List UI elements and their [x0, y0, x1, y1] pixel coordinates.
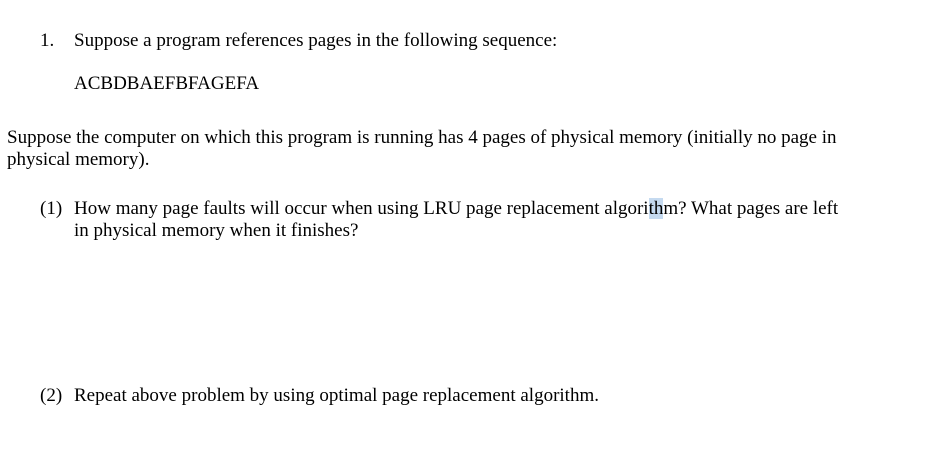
context-line-2: physical memory). — [7, 149, 150, 170]
part-1-line-1 — [74, 198, 838, 220]
question-intro: Suppose a program references pages in the following sequence: — [74, 30, 558, 51]
part-1-label: (1) — [40, 198, 63, 219]
part-2-label: (2) — [40, 385, 63, 406]
text-selection-highlight[interactable]: th — [648, 198, 664, 219]
question-number: 1. — [40, 30, 55, 51]
reference-sequence: ACBDBAEFBFAGEFA — [74, 73, 260, 94]
part-1-text-after: m? What pages are left — [663, 198, 839, 219]
context-line-1: Suppose the computer on which this program is running has 4 pages of physical memory (initially no page in — [7, 127, 837, 148]
part-2-line-1: Repeat above problem by using optimal page replacement algorithm. — [74, 385, 599, 406]
part-1-line-2: in physical memory when it finishes? — [74, 220, 359, 241]
part-1-text-before: How many page faults will occur when using LRU page replacement algori — [74, 198, 649, 219]
